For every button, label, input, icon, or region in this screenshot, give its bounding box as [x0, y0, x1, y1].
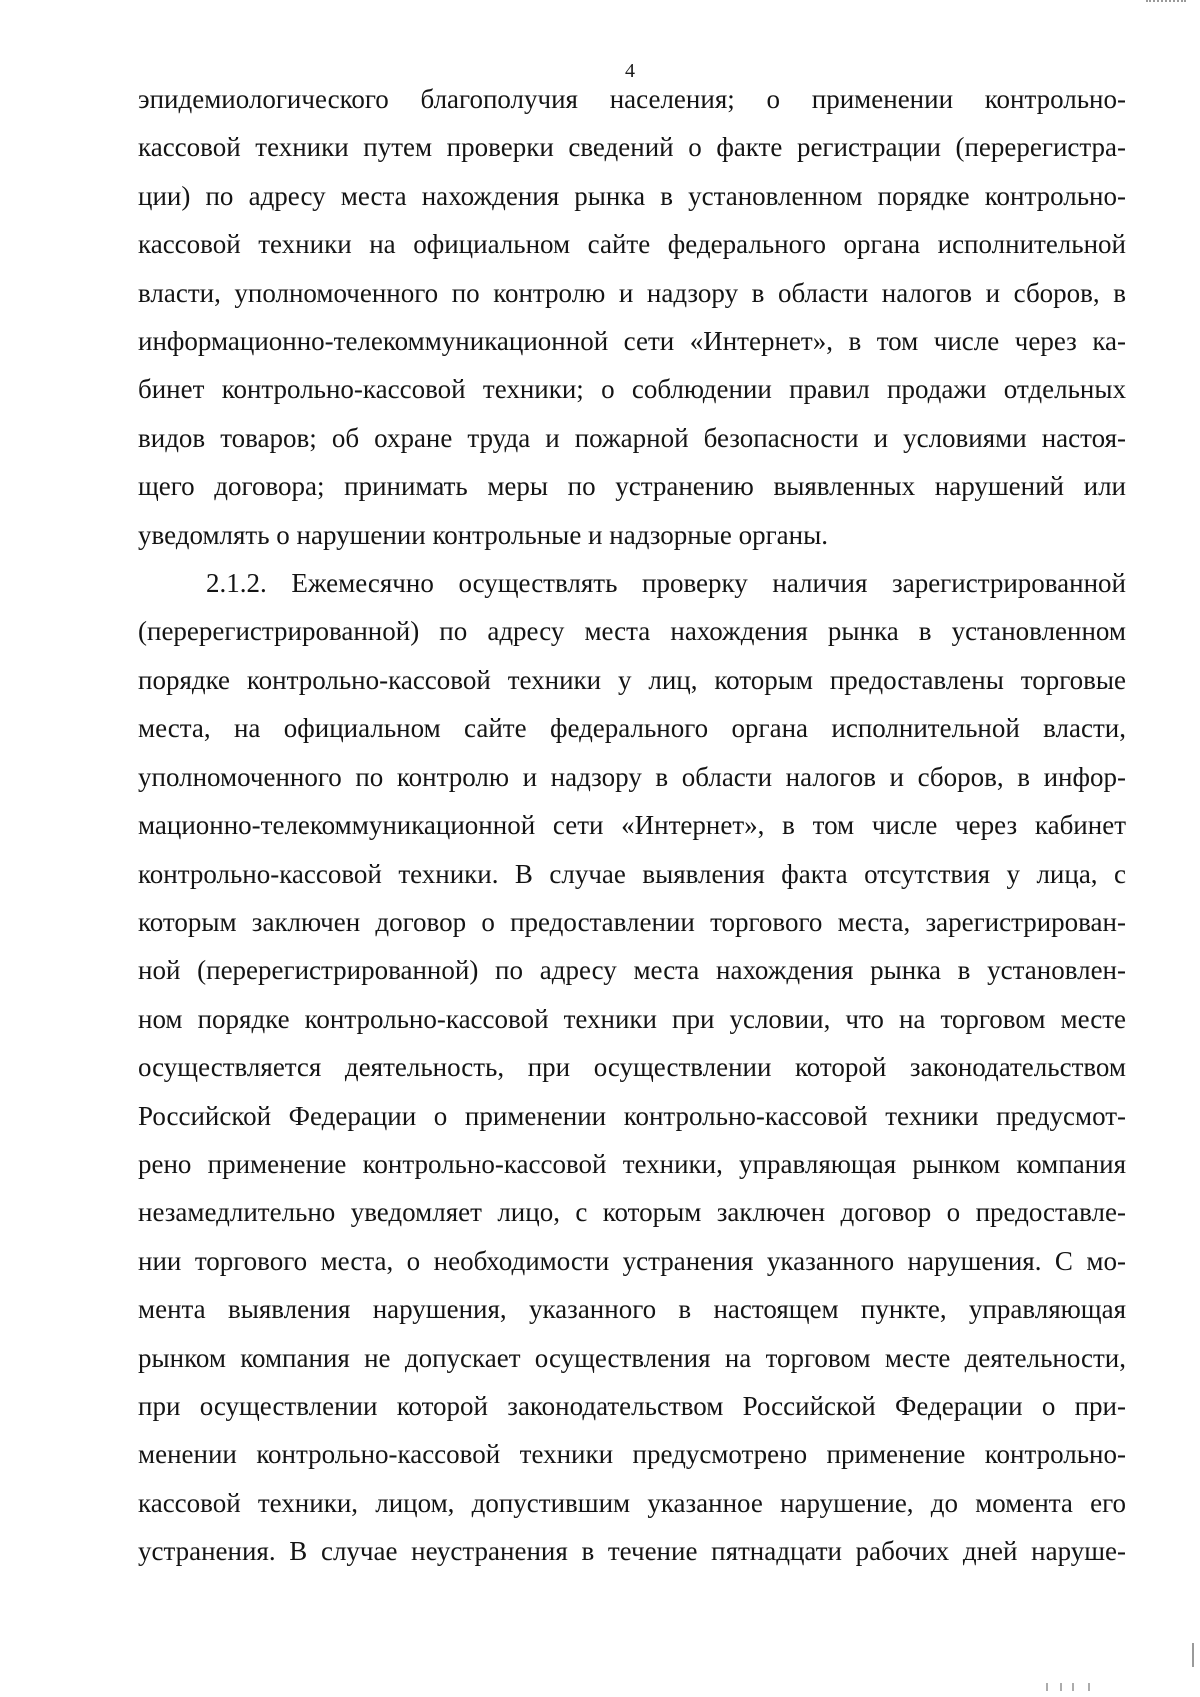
paragraph-2-line: порядке контрольно-кассовой техники у лиц, которым предоставлены торговые — [138, 664, 1126, 695]
paragraph-2-line: ной (перерегистрированной) по адресу места нахождения рынка в установлен- — [138, 955, 1126, 986]
scan-edge-mark — [1192, 1643, 1194, 1667]
paragraph-1-line: бинет контрольно-кассовой техники; о соблюдении правил продажи отдельных — [138, 374, 1126, 405]
paragraph-2-line: мационно-телекоммуникационной сети «Интернет», в том числе через кабинет — [138, 810, 1126, 841]
paragraph-2-line: нии торгового места, о необходимости устранения указанного нарушения. С мо- — [138, 1245, 1126, 1276]
paragraph-2-line: контрольно-кассовой техники. В случае выявления факта отсутствия у лица, с — [138, 858, 1126, 889]
paragraph-2-line: Российской Федерации о применении контрольно-кассовой техники предусмот- — [138, 1100, 1126, 1131]
paragraph-2-line: места, на официальном сайте федерального органа исполнительной власти, — [138, 713, 1126, 744]
paragraph-2-line: незамедлительно уведомляет лицо, с которым заключен договор о предоставле- — [138, 1197, 1126, 1228]
paragraph-2-line: менении контрольно-кассовой техники предусмотрено применение контрольно- — [138, 1439, 1126, 1470]
paragraph-2-line: 2.1.2. Ежемесячно осуществлять проверку наличия зарегистрированной — [206, 568, 1126, 599]
paragraph-2-line: рынком компания не допускает осуществления на торговом месте деятельности, — [138, 1342, 1126, 1373]
paragraph-1-line: уведомлять о нарушении контрольные и надзорные органы. — [138, 519, 828, 550]
scan-edge-mark — [1046, 1683, 1090, 1691]
paragraph-2-line: рено применение контрольно-кассовой техники, управляющая рынком компания — [138, 1148, 1126, 1179]
paragraph-1-line: власти, уполномоченного по контролю и надзору в области налогов и сборов, в — [138, 277, 1126, 308]
document-body — [138, 75, 1126, 1576]
paragraph-2-line: осуществляется деятельность, при осуществлении которой законодательством — [138, 1052, 1126, 1083]
paragraph-1-line: кассовой техники на официальном сайте федерального органа исполнительной — [138, 229, 1126, 260]
paragraph-1-line: информационно-телекоммуникационной сети «Интернет», в том числе через ка- — [138, 326, 1126, 357]
paragraph-2-line: уполномоченного по контролю и надзору в области налогов и сборов, в инфор- — [138, 761, 1126, 792]
paragraph-2-line: при осуществлении которой законодательством Российской Федерации о при- — [138, 1390, 1126, 1421]
paragraph-2-line: которым заключен договор о предоставлении торгового места, зарегистрирован- — [138, 906, 1126, 937]
paragraph-1-line: ции) по адресу места нахождения рынка в установленном порядке контрольно- — [138, 180, 1126, 211]
paragraph-2-line: (перерегистрированной) по адресу места нахождения рынка в установленном — [138, 616, 1126, 647]
page-number: 4 — [625, 60, 635, 82]
paragraph-2-line: устранения. В случае неустранения в течение пятнадцати рабочих дней наруше- — [138, 1536, 1126, 1567]
paragraph-2-line: ном порядке контрольно-кассовой техники при условии, что на торговом месте — [138, 1003, 1126, 1034]
paragraph-1-line: эпидемиологического благополучия населения; о применении контрольно- — [138, 84, 1126, 114]
paragraph-1-line: кассовой техники путем проверки сведений о факте регистрации (перерегистра- — [138, 132, 1126, 163]
paragraph-1-line: щего договора; принимать меры по устранению выявленных нарушений или — [138, 471, 1126, 502]
paragraph-2-line: мента выявления нарушения, указанного в настоящем пункте, управляющая — [138, 1294, 1126, 1325]
paragraph-2-line: кассовой техники, лицом, допустившим указанное нарушение, до момента его — [138, 1487, 1126, 1518]
paragraph-1-line: видов товаров; об охране труда и пожарной безопасности и условиями настоя- — [138, 422, 1126, 453]
scan-edge-mark — [1146, 0, 1186, 5]
